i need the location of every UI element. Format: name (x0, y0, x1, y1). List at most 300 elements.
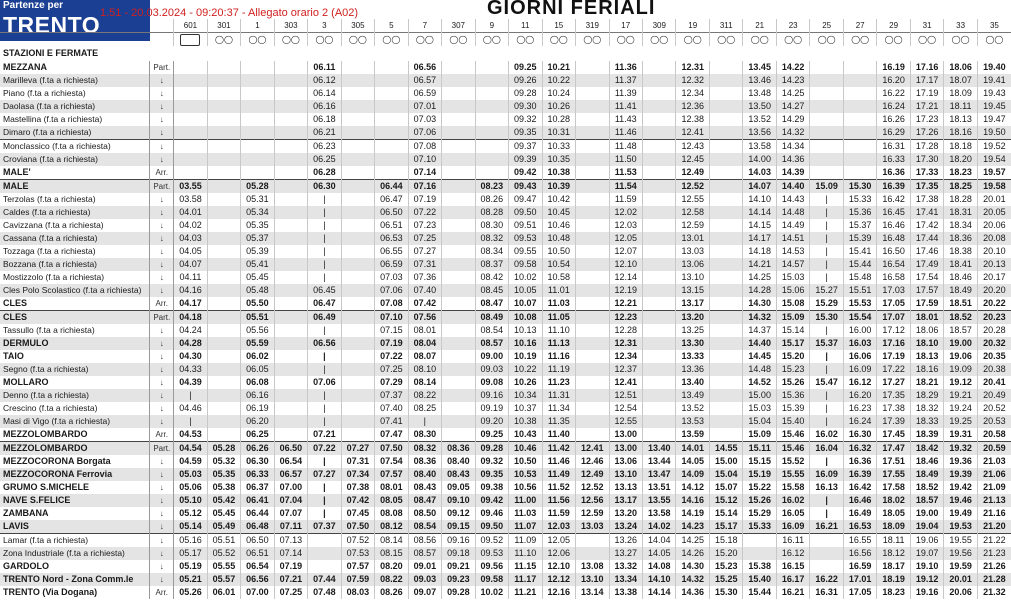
departure-time: 17.19 (910, 87, 943, 100)
departure-time: 04.24 (174, 324, 207, 337)
departure-time: 05.41 (241, 258, 274, 271)
departure-time (274, 219, 307, 232)
departure-time: 08.26 (375, 586, 408, 599)
departure-time: 08.30 (475, 219, 508, 232)
departure-time: 14.07 (743, 180, 776, 194)
departure-time: 05.55 (207, 560, 240, 573)
departure-time: 07.40 (408, 284, 441, 297)
departure-time (341, 61, 374, 74)
departure-time: 07.57 (375, 468, 408, 481)
departure-time: 15.19 (743, 468, 776, 481)
bicycle-icon: ◯◯ (308, 33, 341, 47)
departure-time (843, 87, 876, 100)
departure-time (643, 113, 676, 126)
departure-time: 17.19 (877, 350, 910, 363)
departure-time: 18.12 (877, 547, 910, 560)
bicycle-icon: ◯◯ (408, 33, 441, 47)
departure-time: 07.10 (375, 311, 408, 325)
departure-time (810, 153, 843, 166)
departure-time (709, 87, 742, 100)
departure-time: 16.00 (843, 324, 876, 337)
departure-time (241, 126, 274, 140)
bicycle-icon: ◯◯ (576, 33, 609, 47)
departure-time: 06.50 (274, 442, 307, 456)
departure-time (274, 206, 307, 219)
departure-time: 07.01 (408, 100, 441, 113)
departure-time: 15.44 (843, 258, 876, 271)
departure-time: 16.11 (776, 534, 809, 548)
departure-time: 13.26 (609, 534, 642, 548)
departure-time (341, 284, 374, 297)
departure-time: 19.40 (977, 61, 1011, 74)
departure-time: 15.26 (743, 494, 776, 507)
departure-time: 16.09 (843, 363, 876, 376)
station-name: Cassana (f.ta a richiesta) (0, 232, 150, 245)
departure-time: 17.38 (877, 402, 910, 415)
bicycle-icon: ◯◯ (877, 33, 910, 47)
departure-time (576, 153, 609, 166)
stop-marker: ↓ (150, 87, 174, 100)
station-name: MEZZOLOMBARDO (0, 442, 150, 456)
departure-time: 15.37 (810, 337, 843, 350)
station-name: Monclassico (f.ta a richiesta) (0, 140, 150, 154)
departure-time: 15.23 (776, 363, 809, 376)
departure-time: 13.27 (609, 547, 642, 560)
train-number-row (0, 19, 1011, 33)
departure-time: 14.00 (743, 153, 776, 166)
departure-time: 05.12 (174, 507, 207, 520)
timetable-row (0, 87, 1011, 100)
departure-time: 10.50 (509, 455, 542, 468)
departure-time (576, 180, 609, 194)
departure-time: 07.47 (375, 428, 408, 442)
departure-time: 10.58 (542, 271, 575, 284)
departure-time: 08.15 (375, 547, 408, 560)
departure-time (709, 153, 742, 166)
departure-time (241, 61, 274, 74)
departure-time (709, 180, 742, 194)
departure-time: 05.45 (207, 507, 240, 520)
departure-time: 09.18 (442, 547, 475, 560)
departure-time: 06.01 (207, 586, 240, 599)
departure-time (207, 284, 240, 297)
departure-time (643, 363, 676, 376)
departure-time: 06.49 (308, 311, 341, 325)
departure-time: 19.06 (944, 350, 977, 363)
departure-time (843, 126, 876, 140)
departure-time (241, 87, 274, 100)
departure-time: 09.53 (509, 232, 542, 245)
bicycle-icon: ◯◯ (542, 33, 575, 47)
departure-time: 14.16 (676, 494, 709, 507)
departure-time (709, 297, 742, 311)
departure-time: 13.53 (676, 415, 709, 428)
departure-time (576, 140, 609, 154)
departure-time (442, 153, 475, 166)
timetable-row (0, 507, 1011, 520)
timetable-row (0, 219, 1011, 232)
departure-time: 10.43 (509, 428, 542, 442)
departure-time: 14.30 (743, 297, 776, 311)
departure-time: 09.07 (408, 586, 441, 599)
departure-time: 06.41 (241, 494, 274, 507)
departure-time: 14.10 (643, 573, 676, 586)
departure-time: 15.39 (843, 232, 876, 245)
departure-time: 10.38 (542, 166, 575, 180)
departure-time: 17.33 (910, 166, 943, 180)
departure-time: 09.19 (475, 402, 508, 415)
departure-time: 05.26 (174, 586, 207, 599)
station-name: CLES (0, 311, 150, 325)
departure-time: 20.59 (977, 442, 1011, 456)
departure-time: 19.42 (944, 481, 977, 494)
departure-time: 15.04 (709, 468, 742, 481)
station-name: Zona Industriale (f.ta a richiesta) (0, 547, 150, 560)
departure-time: 10.05 (509, 284, 542, 297)
departure-time: 11.21 (509, 586, 542, 599)
departure-time: 06.55 (375, 245, 408, 258)
station-name: MEZZANA (3, 62, 47, 72)
departure-time (375, 126, 408, 140)
departure-time: 13.17 (676, 297, 709, 311)
departure-time: | (810, 363, 843, 376)
departure-time: 13.34 (609, 573, 642, 586)
departure-time: 06.44 (241, 507, 274, 520)
departure-time: 07.25 (375, 363, 408, 376)
departure-time: 16.02 (776, 494, 809, 507)
departure-time: 09.56 (475, 560, 508, 573)
departure-time: | (308, 494, 341, 507)
departure-time: 09.58 (475, 573, 508, 586)
departure-time: 15.40 (776, 415, 809, 428)
departure-time: 18.52 (910, 481, 943, 494)
departure-time: 10.02 (475, 586, 508, 599)
departure-time: 18.09 (877, 520, 910, 534)
departure-time: 12.31 (676, 61, 709, 74)
departure-time: 06.59 (375, 258, 408, 271)
station-name: Caldes (f.ta a richiesta) (0, 206, 150, 219)
departure-time (341, 324, 374, 337)
departure-time (207, 206, 240, 219)
departure-time: 06.47 (375, 193, 408, 206)
departure-time: 19.47 (977, 113, 1011, 126)
departure-time: | (308, 271, 341, 284)
departure-time: 07.57 (341, 560, 374, 573)
departure-time: | (308, 402, 341, 415)
departure-time (843, 74, 876, 87)
departure-time: 08.43 (442, 468, 475, 481)
departure-time (643, 140, 676, 154)
departure-time: 08.14 (375, 534, 408, 548)
departure-time: 18.52 (944, 311, 977, 325)
departure-time: 07.42 (408, 297, 441, 311)
stop-marker: Part. (150, 180, 174, 194)
timetable-row (0, 324, 1011, 337)
departure-time: 04.28 (174, 337, 207, 350)
departure-time: 16.29 (877, 126, 910, 140)
departure-time: 07.40 (375, 402, 408, 415)
departure-time (576, 402, 609, 415)
departure-time (643, 402, 676, 415)
departure-time (576, 61, 609, 74)
departure-time: 18.16 (944, 126, 977, 140)
departure-time: 10.37 (509, 402, 542, 415)
departure-time (207, 363, 240, 376)
departure-time: 13.13 (609, 481, 642, 494)
departure-time: 10.08 (509, 311, 542, 325)
departure-time: 19.49 (944, 507, 977, 520)
departure-time: 15.07 (709, 481, 742, 494)
departure-time (207, 232, 240, 245)
departure-time: 15.04 (743, 415, 776, 428)
departure-time (810, 74, 843, 87)
stop-marker: ↓ (150, 153, 174, 166)
departure-time: 15.41 (843, 245, 876, 258)
departure-time (576, 126, 609, 140)
departure-time: 13.33 (676, 350, 709, 363)
departure-time (475, 87, 508, 100)
departure-time: 04.02 (174, 219, 207, 232)
departure-time: 13.45 (743, 61, 776, 74)
departure-time (174, 166, 207, 180)
departure-time: 17.01 (843, 573, 876, 586)
departure-time: 08.28 (475, 206, 508, 219)
departure-time (207, 140, 240, 154)
departure-time (341, 271, 374, 284)
departure-time: 18.38 (944, 245, 977, 258)
departure-time: 07.44 (308, 573, 341, 586)
stop-marker: ↓ (150, 245, 174, 258)
bicycle-icon: ◯◯ (241, 33, 274, 47)
departure-time: 15.33 (743, 520, 776, 534)
departure-time: | (810, 389, 843, 402)
train-number: 21 (743, 19, 776, 33)
timetable-row (0, 442, 1011, 456)
departure-time: 07.08 (408, 140, 441, 154)
departure-time (643, 311, 676, 325)
departure-time (643, 74, 676, 87)
departure-time: 15.17 (709, 520, 742, 534)
departure-time: 11.16 (542, 350, 575, 363)
departure-time: 08.56 (408, 534, 441, 548)
departure-time: 12.12 (542, 573, 575, 586)
departure-time: 05.52 (207, 547, 240, 560)
departure-time: 07.25 (274, 586, 307, 599)
departure-time: 13.24 (609, 520, 642, 534)
station-name: TRENTO Nord - Zona Comm.le (0, 573, 150, 586)
departure-time: 13.14 (576, 586, 609, 599)
departure-time: 08.40 (408, 468, 441, 481)
departure-time: 18.46 (944, 271, 977, 284)
timetable-row (0, 534, 1011, 548)
departure-time: 07.25 (408, 232, 441, 245)
departure-time (341, 166, 374, 180)
departure-time: 07.04 (274, 494, 307, 507)
stop-marker: ↓ (150, 206, 174, 219)
departure-time: 12.46 (576, 455, 609, 468)
departure-time: 11.03 (509, 507, 542, 520)
departure-time: 20.38 (977, 363, 1011, 376)
departure-time: 13.08 (576, 560, 609, 573)
departure-time: 07.52 (341, 534, 374, 548)
departure-time: 14.40 (776, 180, 809, 194)
departure-time: | (308, 232, 341, 245)
bicycle-icon: ◯◯ (944, 33, 977, 47)
departure-time: 20.06 (977, 219, 1011, 232)
departure-time: 20.53 (977, 415, 1011, 428)
departure-time: 18.16 (910, 363, 943, 376)
departure-time (442, 376, 475, 389)
destination-city: TRENTO (3, 12, 101, 38)
station-name: MEZZOCORONA Ferrovia (0, 468, 150, 481)
bicycle-icon: ◯◯ (709, 33, 742, 47)
departure-time (643, 376, 676, 389)
station-name: Cavizzana (f.ta a richiesta) (3, 220, 104, 230)
departure-time: 10.38 (509, 415, 542, 428)
departure-time: 14.23 (676, 520, 709, 534)
departure-time: 10.28 (542, 113, 575, 126)
departure-time: 16.39 (843, 468, 876, 481)
departure-time: 06.44 (375, 180, 408, 194)
departure-time (442, 297, 475, 311)
departure-time (207, 61, 240, 74)
departure-time: 15.37 (843, 219, 876, 232)
departure-time: 15.14 (776, 324, 809, 337)
departure-time: 09.23 (442, 573, 475, 586)
departure-time: | (174, 389, 207, 402)
departure-time: 05.32 (207, 455, 240, 468)
departure-time: 21.20 (977, 520, 1011, 534)
departure-time: 04.33 (174, 363, 207, 376)
departure-time: 17.41 (910, 206, 943, 219)
departure-time (207, 87, 240, 100)
departure-time: 07.14 (274, 547, 307, 560)
departure-time: | (308, 193, 341, 206)
timetable-row (0, 113, 1011, 126)
departure-time: 19.46 (944, 494, 977, 507)
departure-time: 19.31 (944, 428, 977, 442)
departure-time: 13.46 (743, 74, 776, 87)
departure-time: 16.58 (877, 271, 910, 284)
departure-time: 18.01 (910, 311, 943, 325)
departure-time: 19.45 (977, 100, 1011, 113)
departure-time: 10.45 (542, 206, 575, 219)
departure-time (174, 126, 207, 140)
departure-time: 07.00 (241, 586, 274, 599)
departure-time: 18.36 (944, 232, 977, 245)
departure-time: 19.04 (910, 520, 943, 534)
departure-time (375, 87, 408, 100)
departure-time (207, 100, 240, 113)
departure-time: 15.39 (776, 402, 809, 415)
departure-time: | (308, 219, 341, 232)
departure-time (643, 284, 676, 297)
departure-time: 08.07 (408, 350, 441, 363)
departure-time (442, 258, 475, 271)
departure-time: 19.54 (977, 153, 1011, 166)
departure-time (241, 166, 274, 180)
departure-time: 18.31 (944, 206, 977, 219)
departure-time (274, 232, 307, 245)
departure-time: 08.01 (408, 324, 441, 337)
departure-time: 17.54 (910, 271, 943, 284)
departure-time: 18.05 (877, 507, 910, 520)
departure-time (576, 547, 609, 560)
stop-marker: ↓ (150, 284, 174, 297)
station-name: Segno (f.ta a richiesta) (0, 363, 150, 376)
departure-time: 07.08 (375, 297, 408, 311)
departure-time: 08.32 (475, 232, 508, 245)
departure-time: 09.16 (475, 389, 508, 402)
departure-time: 16.50 (877, 245, 910, 258)
departure-time (274, 113, 307, 126)
departure-time: 17.26 (910, 126, 943, 140)
departure-time: | (408, 415, 441, 428)
departure-time: 04.18 (174, 311, 207, 325)
departure-time: 16.32 (843, 442, 876, 456)
departure-time: 11.40 (542, 428, 575, 442)
departure-time: 16.48 (877, 232, 910, 245)
departure-time: 19.12 (910, 573, 943, 586)
train-number: 31 (910, 19, 943, 33)
departure-time: 08.22 (408, 389, 441, 402)
departure-time: 16.30 (843, 428, 876, 442)
train-number: 29 (877, 19, 910, 33)
departure-time: 14.18 (743, 245, 776, 258)
departure-time: 14.14 (643, 586, 676, 599)
bicycle-icon: ◯◯ (810, 33, 843, 47)
departure-time: 21.22 (977, 534, 1011, 548)
departure-time: 11.34 (542, 402, 575, 415)
stop-marker: ↓ (150, 193, 174, 206)
departure-time (709, 376, 742, 389)
departure-time (308, 560, 341, 573)
departure-time: 19.41 (977, 74, 1011, 87)
departure-time: 11.31 (542, 389, 575, 402)
departure-time: 14.22 (776, 61, 809, 74)
departure-time (274, 389, 307, 402)
departure-time: 14.05 (676, 455, 709, 468)
departure-time: 08.57 (475, 337, 508, 350)
station-name: Tassullo (f.ta a richiesta) (3, 325, 95, 335)
departure-time: 14.32 (676, 573, 709, 586)
departure-time: 15.06 (776, 284, 809, 297)
departure-time (709, 113, 742, 126)
departure-time: 15.03 (776, 271, 809, 284)
departure-time: | (810, 507, 843, 520)
timetable-row (0, 193, 1011, 206)
departure-time: 16.21 (810, 520, 843, 534)
departure-time: 09.50 (475, 520, 508, 534)
departure-time: 12.03 (609, 219, 642, 232)
departure-time: 16.42 (877, 193, 910, 206)
departure-time (442, 428, 475, 442)
departure-time: 21.28 (977, 573, 1011, 586)
departure-time (709, 245, 742, 258)
departure-time: 14.53 (776, 245, 809, 258)
timetable-row (0, 153, 1011, 166)
departure-time: 14.15 (743, 219, 776, 232)
departure-time: 13.32 (609, 560, 642, 573)
departure-time: 17.28 (910, 140, 943, 154)
departure-time: 14.43 (776, 193, 809, 206)
departure-time: 15.30 (709, 586, 742, 599)
departure-time (375, 153, 408, 166)
departure-time: | (810, 219, 843, 232)
departure-time: 13.36 (676, 363, 709, 376)
departure-time: | (810, 324, 843, 337)
departure-time: | (810, 193, 843, 206)
